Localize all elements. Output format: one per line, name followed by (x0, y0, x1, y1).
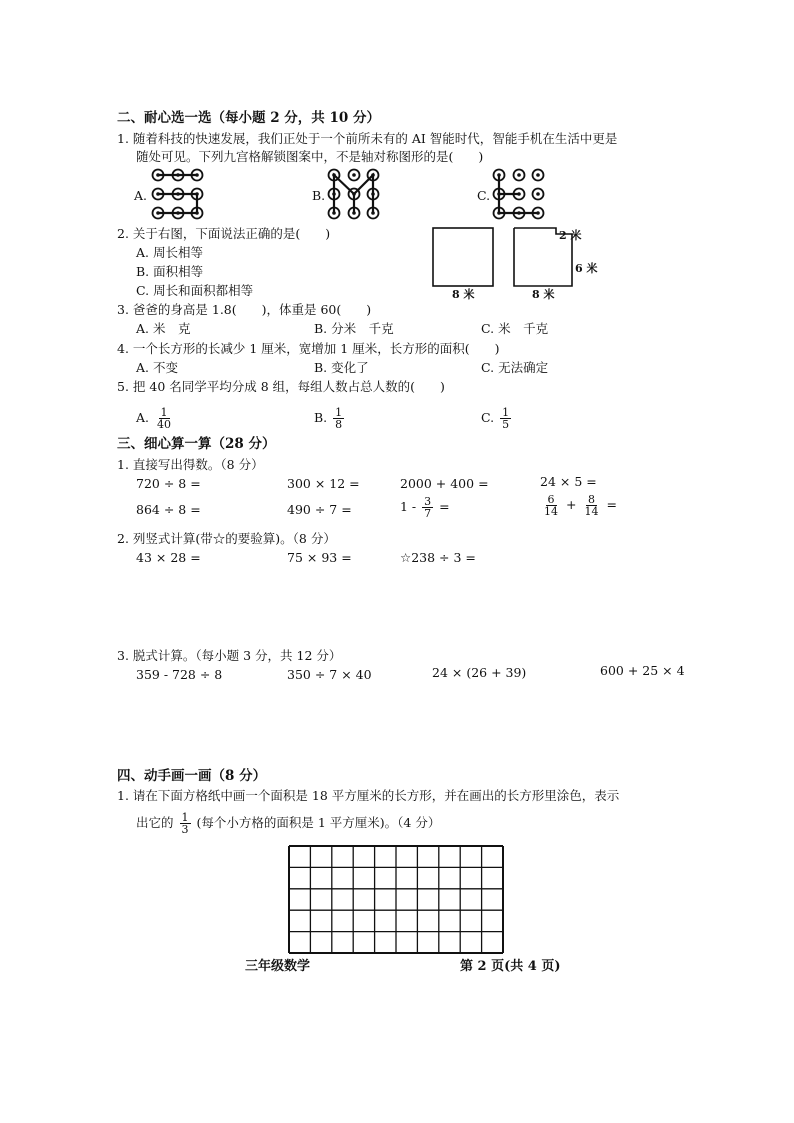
figure-notch-side-label: 6 米 (575, 262, 598, 275)
fraction (582, 494, 600, 517)
q5-stem: 5. 把 40 名同学平均分成 8 组，每组人数占总人数的( ) (117, 379, 445, 394)
calc-item-fraction (400, 496, 450, 519)
q2-figure (430, 226, 580, 286)
calc-item: 720 ÷ 8 = (136, 476, 201, 491)
unlock-pattern-a (152, 168, 204, 220)
option-label: A. (136, 410, 150, 425)
section4-heading: 四、动手画一画（8 分） (117, 768, 267, 784)
numerator: 1 (502, 406, 510, 419)
s3-q3-title: 3. 脱式计算。（每小题 3 分，共 12 分） (117, 648, 342, 663)
q2-option-c: C. 周长和面积都相等 (136, 283, 254, 298)
stepwise-calc-item: 359 - 728 ÷ 8 (136, 667, 223, 682)
fraction (500, 407, 511, 430)
expr-prefix: 1 - (400, 499, 417, 514)
footer-page-number: 第 2 页(共 4 页) (460, 959, 561, 974)
numerator: 1 (335, 406, 343, 419)
line-suffix: (每个小方格的面积是 1 平方厘米)。（4 分） (196, 815, 441, 830)
s3-q2-title: 2. 列竖式计算(带☆的要验算)。（8 分） (117, 531, 336, 546)
expr-suffix: = (439, 499, 450, 514)
calc-item: 300 × 12 = (287, 476, 360, 491)
denominator: 3 (181, 823, 189, 836)
section2-heading: 二、耐心选一选（每小题 2 分，共 10 分） (117, 110, 380, 126)
vertical-calc-item: 75 × 93 = (287, 550, 352, 565)
vertical-calc-item: ☆238 ÷ 3 = (400, 550, 476, 565)
drawing-grid[interactable] (288, 845, 504, 954)
numerator: 8 (587, 493, 595, 506)
calc-item: 490 ÷ 7 = (287, 502, 352, 517)
fraction (333, 407, 344, 430)
square-figure (433, 228, 493, 286)
q5-option-a (136, 407, 175, 430)
q4-option-c: C. 无法确定 (481, 360, 549, 375)
q3-option-c: C. 米 千克 (481, 321, 549, 336)
s3-q1-title: 1. 直接写出得数。（8 分） (117, 457, 264, 472)
denominator: 7 (424, 507, 432, 520)
figure-notch-top-label: 2 米 (559, 229, 582, 242)
numerator: 3 (424, 495, 432, 508)
figure-left-bottom-label: 8 米 (452, 288, 475, 301)
numerator: 1 (160, 406, 168, 419)
q3-stem: 3. 爸爸的身高是 1.8( )，体重是 60( ) (117, 302, 372, 317)
option-label: C. (481, 410, 495, 425)
q2-option-a: A. 周长相等 (136, 245, 203, 260)
stepwise-calc-item: 350 ÷ 7 × 40 (287, 667, 372, 682)
numerator: 1 (181, 811, 189, 824)
fraction (422, 496, 433, 519)
stepwise-calc-item: 24 × (26 + 39) (432, 665, 527, 680)
unlock-pattern-b (328, 168, 380, 220)
s4-q1-line2 (136, 812, 440, 835)
vertical-calc-item: 43 × 28 = (136, 550, 201, 565)
q5-option-c (481, 407, 513, 430)
q5-option-b (314, 407, 346, 430)
denominator: 40 (157, 418, 171, 431)
q3-option-b: B. 分米 千克 (314, 321, 394, 336)
q1-option-a-label: A. (134, 188, 148, 203)
fraction (180, 812, 191, 835)
calc-item-fraction (540, 494, 617, 517)
q1-stem-line1: 1. 随着科技的快速发展，我们正处于一个前所未有的 AI 智能时代，智能手机在生活中更是 (117, 131, 618, 146)
q3-option-a: A. 米 克 (136, 321, 191, 336)
figure-right-bottom-label: 8 米 (532, 288, 555, 301)
numerator: 6 (547, 493, 555, 506)
q4-stem: 4. 一个长方形的长减少 1 厘米，宽增加 1 厘米，长方形的面积( ) (117, 341, 500, 356)
expr-suffix: = (606, 497, 617, 512)
q2-option-b: B. 面积相等 (136, 264, 204, 279)
calc-item: 24 × 5 = (540, 474, 597, 489)
denominator: 5 (502, 418, 510, 431)
q1-stem-line2: 随处可见。下列九宫格解锁图案中，不是轴对称图形的是( ) (136, 149, 484, 164)
calc-item: 2000 + 400 = (400, 476, 489, 491)
denominator: 14 (544, 505, 558, 518)
footer-subject: 三年级数学 (245, 959, 311, 974)
line-prefix: 出它的 (136, 815, 174, 830)
section3-heading: 三、细心算一算（28 分） (117, 436, 276, 452)
q1-option-b-label: B. (312, 188, 326, 203)
s4-q1-line1: 1. 请在下面方格纸中画一个面积是 18 平方厘米的长方形，并在画出的长方形里涂色，表示 (117, 788, 620, 803)
q2-stem: 2. 关于右图，下面说法正确的是( ) (117, 226, 331, 241)
calc-item: 864 ÷ 8 = (136, 502, 201, 517)
fraction (155, 407, 173, 430)
q4-option-a: A. 不变 (136, 360, 178, 375)
denominator: 8 (335, 418, 343, 431)
q1-option-c-label: C. (477, 188, 491, 203)
stepwise-calc-item: 600 + 25 × 4 (600, 663, 685, 678)
unlock-pattern-c (493, 168, 545, 220)
fraction (542, 494, 560, 517)
option-label: B. (314, 410, 328, 425)
expr-operator: + (565, 497, 577, 512)
q4-option-b: B. 变化了 (314, 360, 369, 375)
denominator: 14 (584, 505, 599, 518)
